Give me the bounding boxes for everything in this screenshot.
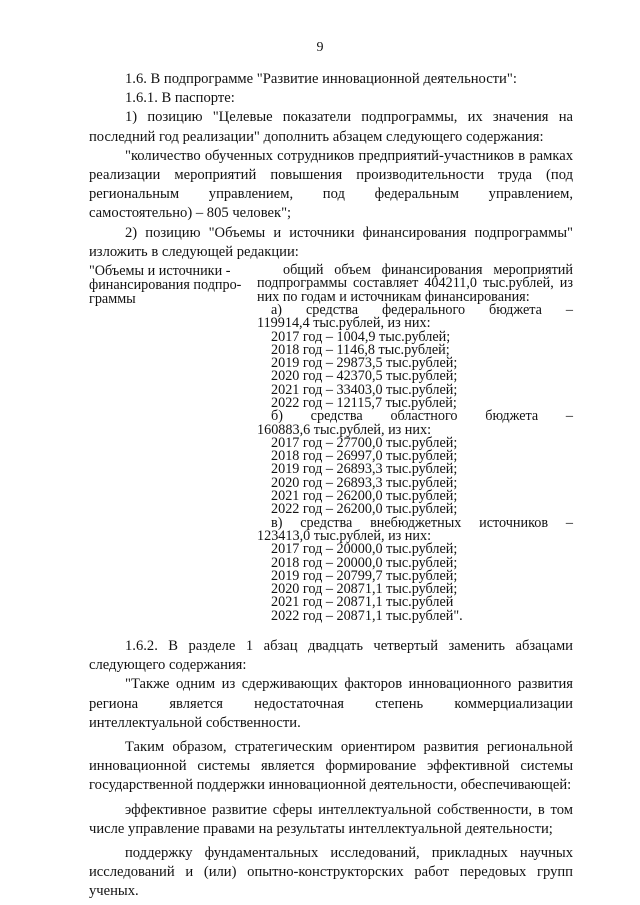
financing-table [89,264,573,623]
regional-year-row: 2020 год – 26893,3 тыс.рублей; [271,474,458,491]
document-body [89,70,573,902]
federal-year-row: 2018 год – 1146,8 тыс.рублей; [271,341,450,358]
federal-year-row: 2019 год – 29873,5 тыс.рублей; [271,355,458,372]
federal-year-row: 2021 год – 33403,0 тыс.рублей; [271,381,458,398]
extrabudgetary-year-row: 2022 год – 20871,1 тыс.рублей". [271,607,463,624]
regional-year-row: 2022 год – 26200,0 тыс.рублей; [271,501,458,518]
paragraph-1-6-1: 1.6.1. В паспорте: [125,90,235,107]
item-1-intro: 1) позицию "Целевые показатели подпрограммы, их значения на последний год реализации" дополнить абзацем следующего содержания: [89,109,573,145]
item-2-intro: 2) позицию "Объемы и источники финансирования подпрограммы" изложить в следующей редакции: [89,224,573,260]
federal-budget-heading: а) средства федерального бюджета – [271,301,573,318]
regional-year-row: 2019 год – 26893,3 тыс.рублей; [271,461,458,478]
page-number: 9 [316,40,324,55]
paragraph-1-6: 1.6. В подпрограмме "Развитие инновационной деятельности": [125,71,517,87]
paragraph-effective-development: эффективное развитие сферы интеллектуальной собственности, в том числе управление правами на результаты интеллектуальной деятельности; [89,801,573,837]
regional-budget-total: 160883,6 тыс.рублей, из них: [257,421,432,438]
federal-year-row: 2017 год – 1004,9 тыс.рублей; [271,328,451,345]
federal-year-row: 2022 год – 12115,7 тыс.рублей; [271,395,457,411]
extrabudgetary-total: 123413,0 тыс.рублей, из них: [257,527,432,544]
extrabudgetary-year-row: 2019 год – 20799,7 тыс.рублей; [271,567,458,584]
extrabudgetary-year-row: 2018 год – 20000,0 тыс.рублей; [271,554,458,571]
financing-total-text: общий объем финансирования мероприятий подпрограммы составляет 404211,0 тыс.рублей, из них по годам и источникам финансирования: [257,262,573,305]
financing-table-values [247,264,573,623]
regional-year-row: 2018 год – 26997,0 тыс.рублей; [271,448,458,465]
regional-year-row: 2021 год – 26200,0 тыс.рублей; [271,488,458,505]
federal-budget-total: 119914,4 тыс.рублей, из них: [257,315,431,332]
extrabudgetary-year-row: 2017 год – 20000,0 тыс.рублей; [271,541,458,558]
paragraph-research-support: поддержку фундаментальных исследований, прикладных научных исследований и (или) опытно-конструкторских работ передовых групп ученых. [89,845,573,900]
federal-year-row: 2020 год – 42370,5 тыс.рублей; [271,368,458,385]
item-1-text: "количество обученных сотрудников предприятий-участников в рамках реализации мероприятий повышения производительности труда (под региональным управлением, под федеральным управлением, самостоятельно) – 805 человек"; [89,147,573,222]
extrabudgetary-heading: в) средства внебюджетных источников – [271,514,573,531]
financing-table-label: "Объемы и источники - финансирования подпро- граммы [89,263,242,308]
paragraph-thus: Таким образом, стратегическим ориентиром развития региональной инновационной системы является формирование эффективной системы государственной поддержки инновационной деятельности, обеспечивающей: [89,739,573,794]
regional-budget-heading: б) средства областного бюджета – [271,408,573,425]
extrabudgetary-year-row: 2021 год – 20871,1 тыс.рублей [271,594,454,611]
paragraph-1-6-2: 1.6.2. В разделе 1 абзац двадцать четвертый заменить абзацами следующего содержания: [89,638,573,674]
regional-year-row: 2017 год – 27700,0 тыс.рублей; [271,434,458,451]
extrabudgetary-year-row: 2020 год – 20871,1 тыс.рублей; [271,581,458,598]
paragraph-also: "Также одним из сдерживающих факторов инновационного развития региона является недостаточная степень коммерциализации интеллектуальной собственности. [89,676,573,731]
